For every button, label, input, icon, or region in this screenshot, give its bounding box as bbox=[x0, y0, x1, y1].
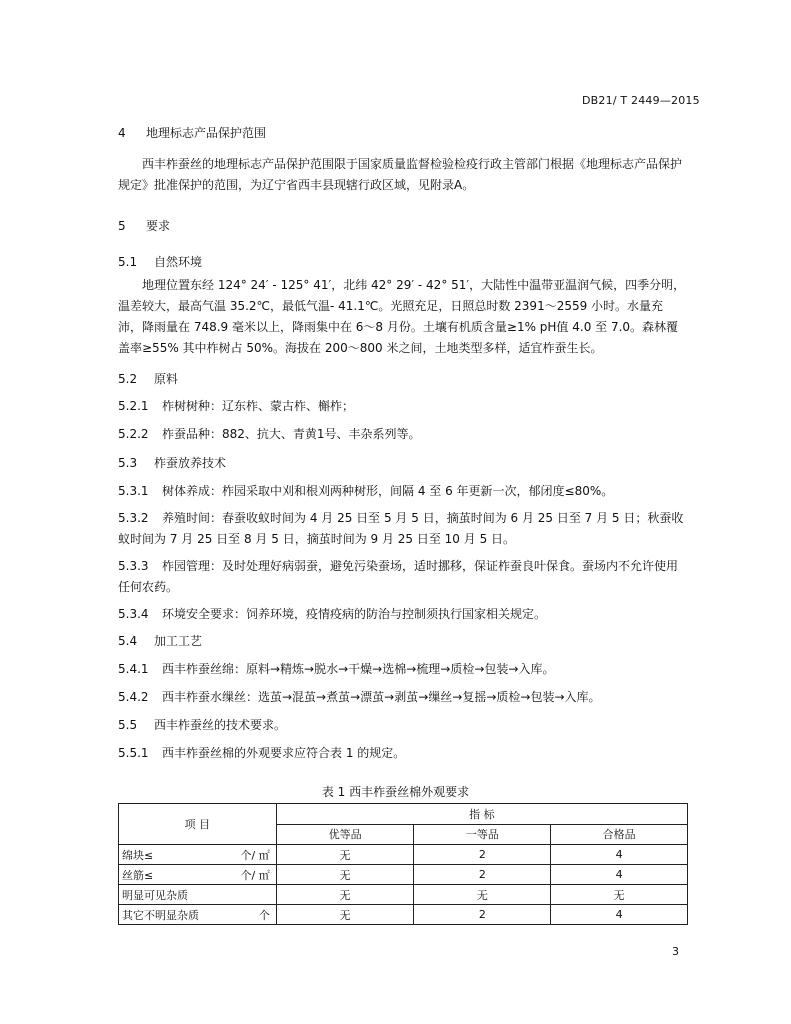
appearance-requirements-table bbox=[118, 803, 688, 925]
clause-text: 养殖时间：春蚕收蚁时间为 4 月 25 日至 5 月 5 日，摘茧时间为 6 月 25 日至 7 月 5 日；秋蚕收蚁时间为 7 月 25 日至 8 月 5 日，摘茧时间为 9 月 25 日至 10 月 5 日。 bbox=[118, 511, 684, 546]
section-number: 4 bbox=[118, 126, 126, 140]
value-cell: 2 bbox=[414, 845, 551, 865]
value-cell: 4 bbox=[551, 845, 688, 865]
clause-5-3-2 bbox=[118, 508, 686, 550]
table-caption: 表 1 西丰柞蚕丝棉外观要求 bbox=[321, 785, 470, 799]
clause-number: 5.3.2 bbox=[118, 511, 149, 525]
value-cell: 2 bbox=[414, 865, 551, 885]
value-cell: 无 bbox=[276, 885, 414, 905]
clause-5-4-2 bbox=[118, 688, 601, 705]
clause-text: 柞园管理：及时处理好病弱蚕，避免污染蚕场，适时挪移，保证柞蚕良叶保食。蚕场内不允许使用任何农药。 bbox=[118, 559, 679, 594]
value-cell: 无 bbox=[276, 845, 414, 865]
clause-5-2-1 bbox=[118, 397, 354, 414]
clause-number: 5.3.1 bbox=[118, 484, 149, 498]
row-unit: 个 bbox=[258, 908, 270, 922]
clause-number: 5.3.4 bbox=[118, 607, 149, 621]
table-row bbox=[119, 905, 688, 925]
clause-5-3-1 bbox=[118, 482, 613, 499]
clause-text: 西丰柞蚕丝棉的外观要求应符合表 1 的规定。 bbox=[162, 746, 406, 760]
document-code: DB21/ T 2449—2015 bbox=[582, 94, 700, 107]
row-label: 明显可见杂质 bbox=[122, 888, 188, 902]
table-header-row bbox=[119, 804, 688, 825]
clause-number: 5.4.2 bbox=[118, 690, 149, 704]
section-4-body: 西丰柞蚕丝的地理标志产品保护范围限于国家质量监督检验检疫行政主管部门根据《地理标志产品保护规定》批准保护的范围，为辽宁省西丰县现辖行政区域，见附录A。 bbox=[118, 157, 683, 192]
section-5-2-heading bbox=[118, 370, 178, 387]
row-unit: 个/ ㎡ bbox=[240, 848, 270, 862]
header-item-cell: 项 目 bbox=[119, 804, 277, 845]
section-number: 5.2 bbox=[118, 372, 138, 386]
row-label-cell bbox=[119, 865, 277, 885]
clause-5-5-1 bbox=[118, 744, 405, 761]
section-number: 5.1 bbox=[118, 255, 138, 269]
section-title: 柞蚕放养技术 bbox=[154, 456, 227, 470]
section-title: 自然环境 bbox=[154, 255, 203, 269]
section-5-1-body: 地理位置东经 124° 24′ - 125° 41′，北纬 42° 29′ - 42° 51′，大陆性中温带亚温润气候，四季分明，温差较大，最高气温 35.2℃，最低气温- 41.1℃。光照充足，日照总时数 2391～2559 小时。水量充沛，降雨量在 748.9 毫米以上，降雨集中在 6～8 月份。土壤有机质含量≥1% pH值 4.0 至 7.0。森林覆盖率≥55% 其中柞树占 50%。海拔在 200～800 米之间，土地类型多样，适宜柞蚕生长。 bbox=[118, 278, 686, 355]
clause-text: 柞蚕品种：882、抗大、青黄1号、丰杂系列等。 bbox=[162, 427, 421, 441]
table-row bbox=[119, 845, 688, 865]
clause-5-4-1 bbox=[118, 660, 554, 677]
section-number: 5.5 bbox=[118, 718, 138, 732]
section-title: 原料 bbox=[154, 372, 179, 386]
clause-5-3-4 bbox=[118, 605, 546, 622]
clause-number: 5.3.3 bbox=[118, 559, 149, 573]
page-number: 3 bbox=[672, 945, 679, 958]
section-title: 西丰柞蚕丝的技术要求。 bbox=[154, 718, 287, 732]
clause-number: 5.4.1 bbox=[118, 662, 149, 676]
value-cell: 无 bbox=[276, 905, 414, 925]
clause-5-2-2 bbox=[118, 425, 421, 442]
section-5-3-heading bbox=[118, 454, 226, 471]
clause-text: 树体养成：柞园采取中刈和根刈两种树形，间隔 4 至 6 年更新一次，郁闭度≤80%。 bbox=[162, 484, 614, 498]
clause-text: 西丰柞蚕丝绵：原料→精炼→脱水→干燥→选棉→梳理→质检→包装→入库。 bbox=[162, 662, 555, 676]
row-label: 丝筋≤ bbox=[122, 868, 154, 882]
clause-text: 柞树树种：辽东柞、蒙古柞、槲柞； bbox=[162, 399, 355, 413]
section-title: 地理标志产品保护范围 bbox=[146, 126, 267, 140]
row-label-cell bbox=[119, 845, 277, 865]
table-row bbox=[119, 885, 688, 905]
section-5-heading bbox=[118, 217, 170, 234]
clause-text: 西丰柞蚕水缫丝：选茧→混茧→煮茧→漂茧→剥茧→缫丝→复摇→质检→包装→入库。 bbox=[162, 690, 601, 704]
clause-number: 5.2.2 bbox=[118, 427, 149, 441]
value-cell: 无 bbox=[414, 885, 551, 905]
section-5-1-heading bbox=[118, 253, 202, 270]
row-unit: 个/ ㎡ bbox=[240, 868, 270, 882]
clause-number: 5.2.1 bbox=[118, 399, 149, 413]
value-cell: 4 bbox=[551, 865, 688, 885]
section-4-heading bbox=[118, 124, 266, 141]
value-cell: 2 bbox=[414, 905, 551, 925]
section-number: 5.4 bbox=[118, 634, 138, 648]
section-title: 加工工艺 bbox=[154, 634, 203, 648]
grade-cell: 合格品 bbox=[551, 824, 688, 845]
value-cell: 无 bbox=[551, 885, 688, 905]
row-label: 绵块≤ bbox=[122, 848, 154, 862]
row-label: 其它不明显杂质 bbox=[122, 908, 199, 922]
section-number: 5.3 bbox=[118, 456, 138, 470]
grade-cell: 一等品 bbox=[414, 824, 551, 845]
grade-cell: 优等品 bbox=[276, 824, 414, 845]
value-cell: 4 bbox=[551, 905, 688, 925]
section-number: 5 bbox=[118, 219, 126, 233]
header-indicator-cell: 指 标 bbox=[276, 804, 687, 825]
clause-number: 5.5.1 bbox=[118, 746, 149, 760]
clause-5-3-3 bbox=[118, 556, 686, 598]
row-label-cell bbox=[119, 905, 277, 925]
clause-text: 环境安全要求：饲养环境，疫情疫病的防治与控制须执行国家相关规定。 bbox=[162, 607, 547, 621]
section-5-5-heading bbox=[118, 716, 286, 733]
row-label-cell bbox=[119, 885, 277, 905]
table-row bbox=[119, 865, 688, 885]
value-cell: 无 bbox=[276, 865, 414, 885]
section-5-4-heading bbox=[118, 632, 202, 649]
section-title: 要求 bbox=[146, 219, 171, 233]
